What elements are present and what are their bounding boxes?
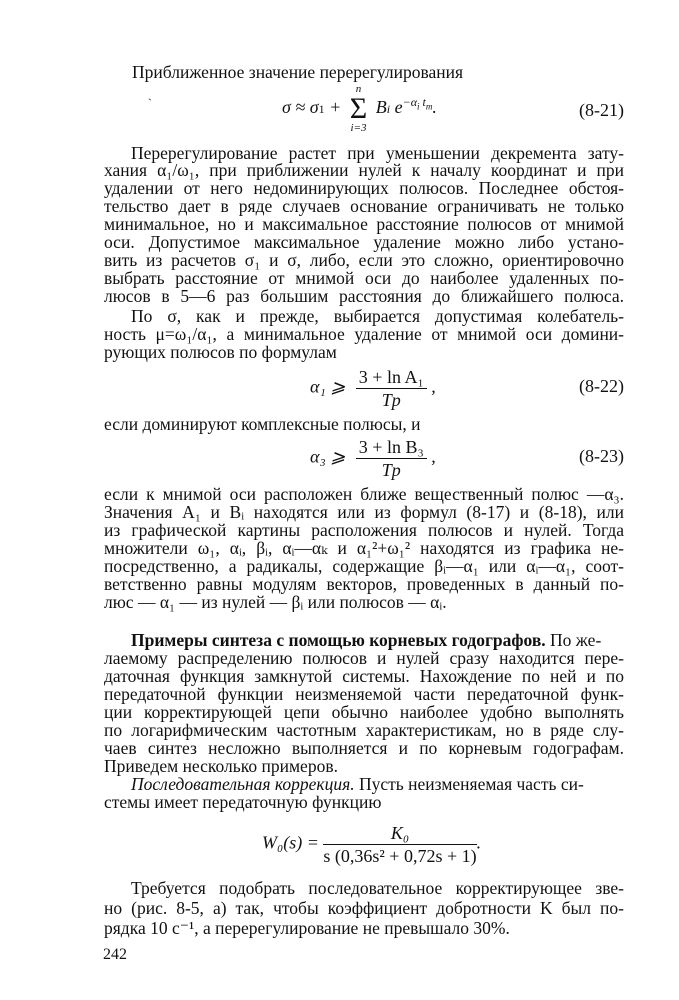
equation-8-23: α₃ ⩾ $\frac{\text{3 + ln B₃}}{Tр}$ , xyxy=(310,437,436,480)
paragraph-line: оси. Допустимое максимальное удаление можно либо устано- xyxy=(104,232,624,252)
paragraph-line: по логарифмическим частотным характеристикам, но в ряде слу- xyxy=(104,720,624,740)
paragraph-line: лаемому распределению полюсов и нулей сразу находится пере- xyxy=(104,648,624,668)
paragraph-line: даточная функция замкнутой системы. Нахождение по ней и по xyxy=(104,666,624,686)
eq21-lhs: σ ≈ σ xyxy=(282,97,319,118)
stray-mark: ` xyxy=(148,96,152,110)
paragraph-line: минимальное, но и максимальное расстояние полюсов от мнимой xyxy=(104,214,624,234)
equation-8-22: α₁ ⩾ $\frac{\text{3 + ln A₁}}{Tр}$ , xyxy=(310,367,436,410)
paragraph-line: Значения A₁ и Bᵢ находятся или из формул (8-17) и (8-18), или xyxy=(104,502,624,522)
paragraph-line: ции корректирующей цепи обычно наиболее удобно выполнять xyxy=(104,702,624,722)
paragraph-line: если к мнимой оси расположен ближе вещественный полюс —α₃. xyxy=(104,484,624,504)
paragraph-line: из графической картины расположения полюсов и нулей. Тогда xyxy=(104,520,624,540)
eq23-denominator: Tр xyxy=(381,460,401,480)
equation-number-8-22: (8-22) xyxy=(579,376,624,396)
intro-line: Приближенное значение перерегулирования xyxy=(132,62,464,82)
eq21-rhs: B xyxy=(375,97,387,118)
paragraph-line: ветственно равны модулям векторов, проведенных в данный по- xyxy=(104,574,624,594)
paragraph-line: Примеры синтеза с помощью корневых годографов. По же- xyxy=(131,630,602,650)
equation-number-8-21: (8-21) xyxy=(579,100,624,120)
paragraph-line: вить из расчетов σ₁ и σ, либо, если это сложно, ориентировочно xyxy=(104,250,624,270)
summation-symbol: n Σ i=3 xyxy=(349,83,368,134)
paragraph-line: Последовательная коррекция. Пусть неизменяемая часть си- xyxy=(131,774,584,794)
paragraph-line: Приведем несколько примеров. xyxy=(104,756,338,776)
section-heading: Примеры синтеза с помощью корневых годографов. xyxy=(131,630,546,650)
paragraph-line: чаев синтез несложно выполняется и по корневым годографам. xyxy=(104,738,624,758)
paragraph-line: передаточной функции неизменяемой части передаточной функ- xyxy=(104,684,624,704)
paragraph-line: если доминируют комплексные полюсы, и xyxy=(104,414,421,434)
eq23-numerator: 3 + ln B₃ xyxy=(356,436,427,459)
paragraph-line: хания α₁/ω₁, при приближении нулей к началу координат и при xyxy=(104,160,624,180)
paragraph-line: рующих полюсов по формулам xyxy=(104,342,337,362)
transfer-numerator: K₀ xyxy=(323,822,476,845)
paragraph-line: рядка 10 с⁻¹, а перерегулирование не превышало 30%. xyxy=(104,918,510,938)
paragraph-line: множители ω₁, αᵢ, βᵢ, αᵢ—αₖ и α₁²+ω₁² находятся из графика не- xyxy=(104,538,624,558)
paragraph-line: выбрать расстояние от мнимой оси до наиболее удаленных по- xyxy=(104,268,624,288)
transfer-denominator: s (0,36s² + 0,72s + 1) xyxy=(323,846,477,866)
page-number: 242 xyxy=(103,946,127,963)
paragraph-line: По σ, как и прежде, выбирается допустимая колебатель- xyxy=(131,306,624,326)
paragraph-line: но (рис. 8-5, а) так, чтобы коэффициент добротности K был по- xyxy=(104,898,624,918)
equation-8-21: σ ≈ σ1 + n Σ i=3 Bi $e^{-\alpha_i t_m}$. xyxy=(282,83,437,134)
eq22-denominator: Tр xyxy=(381,390,401,410)
subsection-heading: Последовательная коррекция. xyxy=(131,774,355,794)
paragraph-line: посредственно, а радикалы, содержащие βᵢ—α₁ или αᵢ—α₁, соот- xyxy=(104,556,624,576)
paragraph-line: Требуется подобрать последовательное корректирующее зве- xyxy=(131,878,624,898)
equation-number-8-23: (8-23) xyxy=(579,446,624,466)
paragraph-line: тельство дает в ряде случаев основание ограничивать не только xyxy=(104,196,624,216)
paragraph-line: Перерегулирование растет при уменьшении декремента зату- xyxy=(131,143,624,163)
equation-transfer-function: W₀(s) = $\frac{\text{K₀}}{\text{s (0,36s² + 0,72s + 1)}}$ . xyxy=(262,823,482,866)
paragraph-line: стемы имеет передаточную функцию xyxy=(104,792,382,812)
paragraph-line: удалении от него недоминирующих полюсов. Последнее обстоя- xyxy=(104,178,624,198)
paragraph-line: люс — α₁ — из нулей — βᵢ или полюсов — αᵢ. xyxy=(104,592,447,612)
eq22-numerator: 3 + ln A₁ xyxy=(356,366,427,389)
paragraph-line: ность μ=ω₁/α₁, а минимальное удаление от мнимой оси домини- xyxy=(104,324,624,344)
paragraph-line: люсов в 5—6 раз большим расстояния до ближайшего полюса. xyxy=(104,286,624,306)
